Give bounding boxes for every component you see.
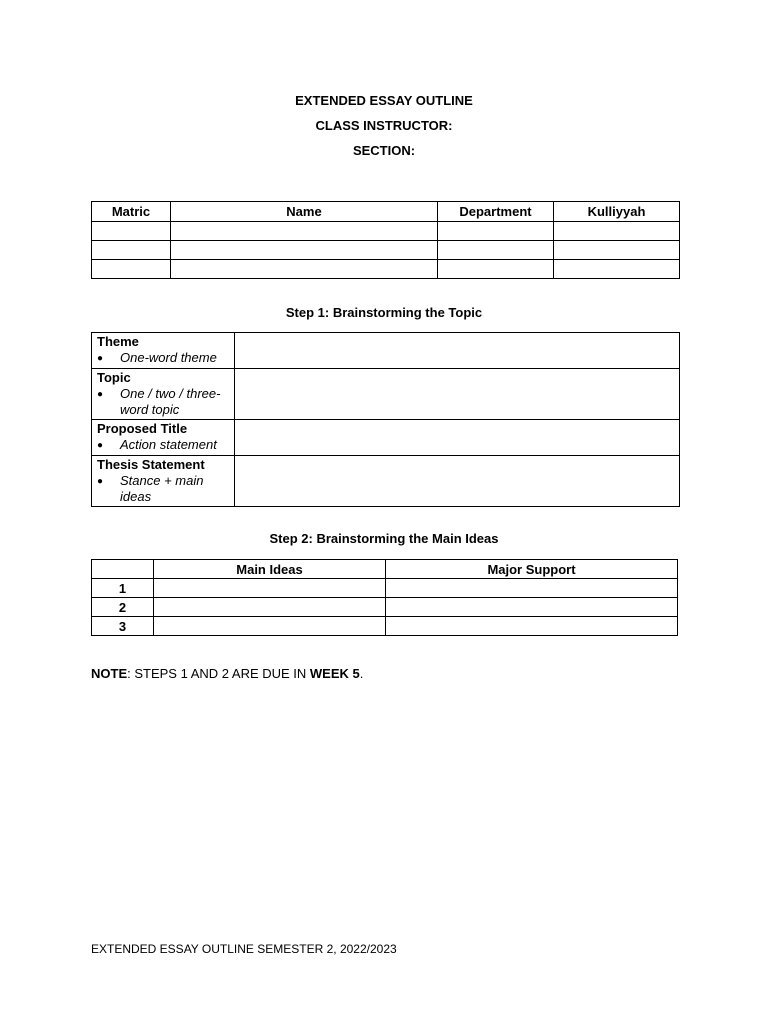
table-row <box>92 369 680 420</box>
department-cell[interactable] <box>438 260 554 279</box>
table-row <box>92 598 678 617</box>
table-row <box>92 333 680 369</box>
step1-heading: Step 1: Brainstorming the Topic <box>285 305 483 320</box>
column-header-department: Department <box>438 202 554 222</box>
main-idea-cell[interactable] <box>154 617 386 636</box>
kulliyyah-cell[interactable] <box>554 241 680 260</box>
row-number: 2 <box>92 598 154 617</box>
table-row <box>92 420 680 456</box>
step2-heading: Step 2: Brainstorming the Main Ideas <box>269 531 499 546</box>
thesis-statement-label: Thesis Statement <box>97 457 205 472</box>
bullet-icon: ● <box>97 476 104 487</box>
theme-label: Theme <box>97 334 139 349</box>
proposed-title-answer-cell[interactable] <box>235 420 680 456</box>
main-idea-cell[interactable] <box>154 579 386 598</box>
row-number: 1 <box>92 579 154 598</box>
proposed-title-hint: Action statement <box>120 437 217 452</box>
theme-answer-cell[interactable] <box>235 333 680 369</box>
column-header-matric: Matric <box>92 202 171 222</box>
table-header-row <box>92 202 680 222</box>
bullet-icon: ● <box>97 389 104 400</box>
major-support-cell[interactable] <box>386 617 678 636</box>
note-label: NOTE <box>91 666 128 681</box>
topic-label: Topic <box>97 370 131 385</box>
name-cell[interactable] <box>171 241 438 260</box>
major-support-cell[interactable] <box>386 579 678 598</box>
major-support-cell[interactable] <box>386 598 678 617</box>
table-row <box>92 260 680 279</box>
note-text: : STEPS 1 AND 2 ARE DUE IN <box>127 666 310 681</box>
brainstorm-topic-table <box>91 332 680 507</box>
thesis-statement-hint: Stance + main ideas <box>120 473 204 504</box>
note-week: WEEK 5 <box>309 666 360 681</box>
theme-hint: One-word theme <box>120 350 217 365</box>
note-end: . <box>359 666 364 681</box>
column-header-number <box>92 560 154 579</box>
table-row <box>92 241 680 260</box>
topic-answer-cell[interactable] <box>235 369 680 420</box>
class-instructor-label: CLASS INSTRUCTOR: <box>315 118 453 133</box>
due-note <box>91 666 363 681</box>
proposed-title-label: Proposed Title <box>97 421 188 436</box>
thesis-statement-answer-cell[interactable] <box>235 456 680 507</box>
doc-title: EXTENDED ESSAY OUTLINE <box>295 93 473 108</box>
kulliyyah-cell[interactable] <box>554 260 680 279</box>
column-header-main-ideas: Main Ideas <box>154 560 386 579</box>
matric-cell[interactable] <box>92 222 171 241</box>
column-header-name: Name <box>171 202 438 222</box>
department-cell[interactable] <box>438 222 554 241</box>
page-footer: EXTENDED ESSAY OUTLINE SEMESTER 2, 2022/2023 <box>91 942 397 956</box>
row-number: 3 <box>92 617 154 636</box>
table-row <box>92 579 678 598</box>
bullet-icon: ● <box>97 440 104 451</box>
section-label: SECTION: <box>352 143 416 158</box>
table-row <box>92 456 680 507</box>
theme-cell <box>92 333 235 369</box>
matric-cell[interactable] <box>92 260 171 279</box>
matric-cell[interactable] <box>92 241 171 260</box>
column-header-kulliyyah: Kulliyyah <box>554 202 680 222</box>
bullet-icon: ● <box>97 353 104 364</box>
column-header-major-support: Major Support <box>386 560 678 579</box>
name-cell[interactable] <box>171 260 438 279</box>
topic-hint: One / two / three-word topic <box>120 386 221 417</box>
table-header-row <box>92 560 678 579</box>
main-idea-cell[interactable] <box>154 598 386 617</box>
table-row <box>92 617 678 636</box>
topic-cell <box>92 369 235 420</box>
main-ideas-table <box>91 559 678 636</box>
proposed-title-cell <box>92 420 235 456</box>
student-info-table <box>91 201 680 279</box>
kulliyyah-cell[interactable] <box>554 222 680 241</box>
department-cell[interactable] <box>438 241 554 260</box>
table-row <box>92 222 680 241</box>
thesis-statement-cell <box>92 456 235 507</box>
name-cell[interactable] <box>171 222 438 241</box>
